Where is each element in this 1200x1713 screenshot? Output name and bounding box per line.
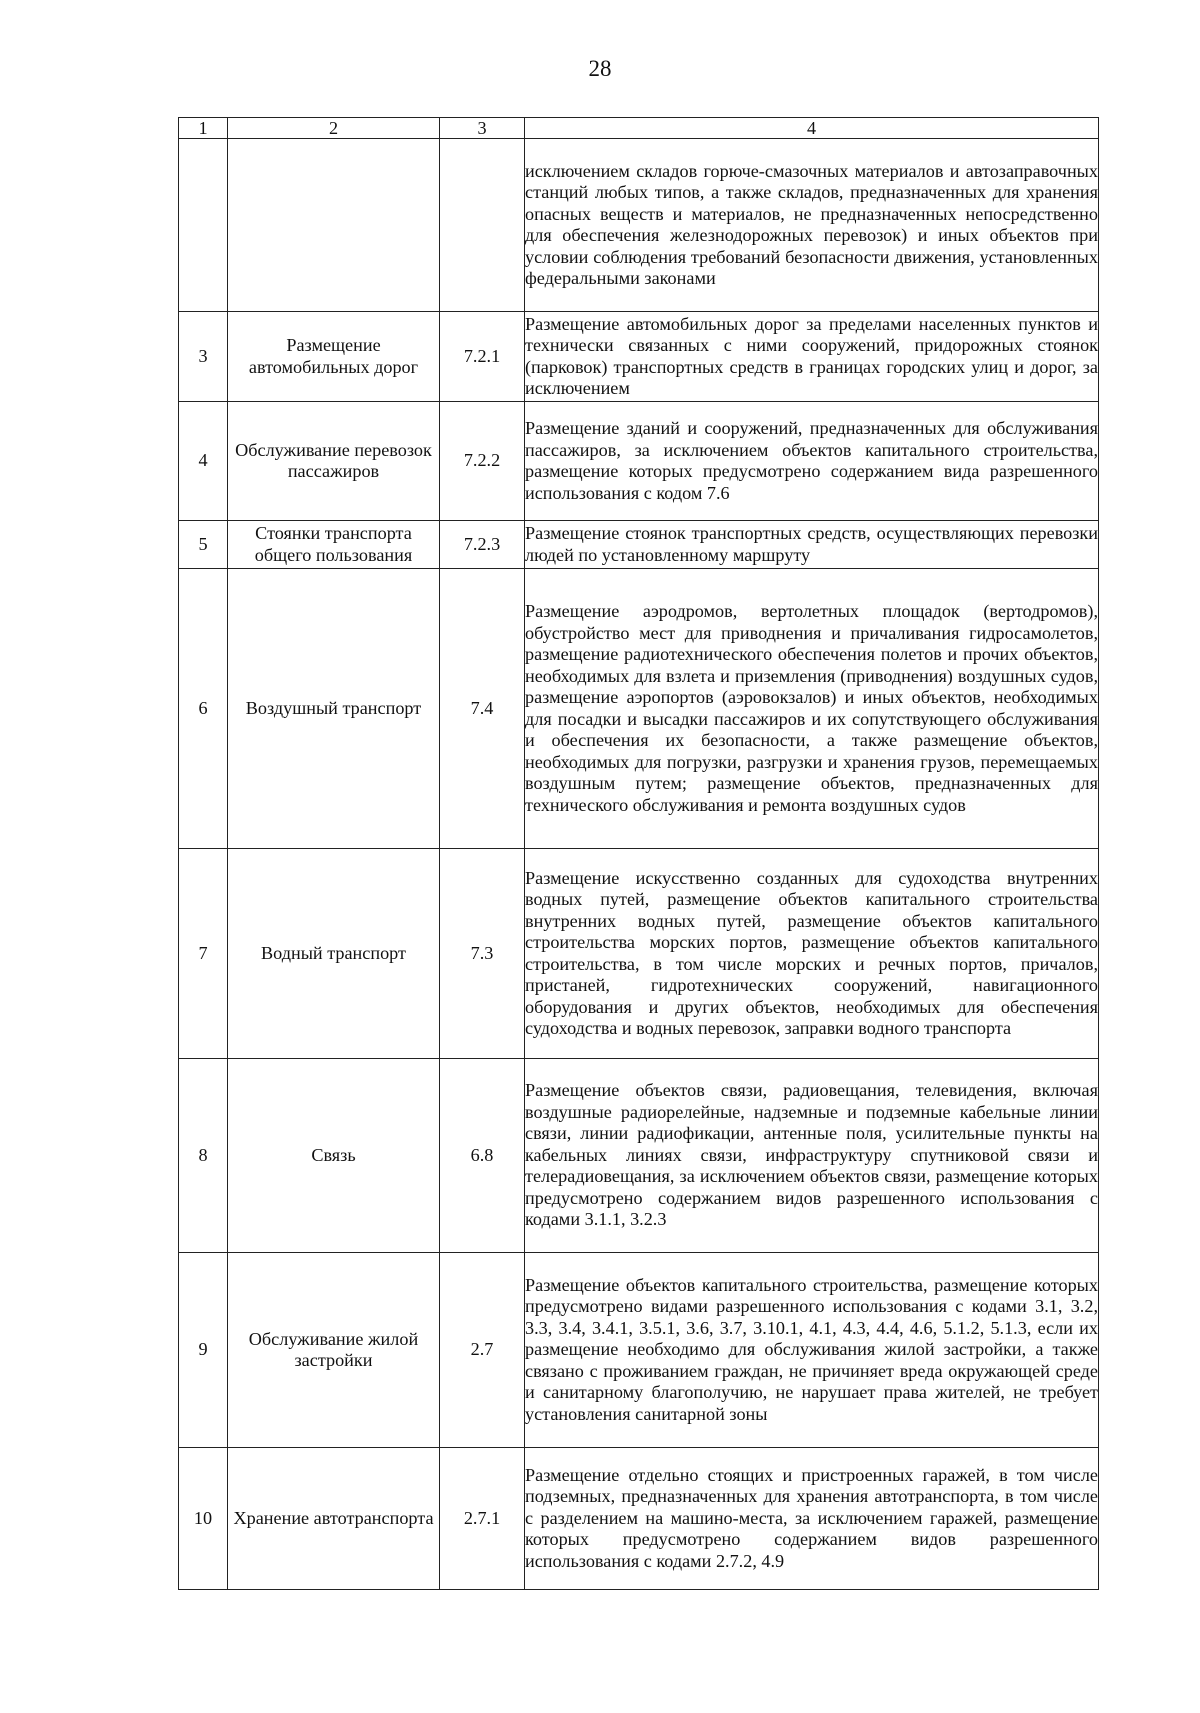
table-row — [179, 139, 1099, 312]
table-row — [179, 402, 1099, 521]
row-description: Размещение объектов связи, радиовещания, телевидения, включая воздушные радиорелейные, надземные и подземные кабельные линии связи, линии радиофикации, антенные поля, усилительные пункты на кабельных линиях связи, инфраструктуру спутниковой связи и телерадиовещания, за исключением объектов связи, размещение которых предусмотрено содержанием видов разрешенного использования с кодами 3.1.1, 3.2.3 — [525, 1059, 1099, 1253]
row-name — [228, 139, 440, 312]
row-name: Воздушный транспорт — [228, 569, 440, 849]
table-row — [179, 1059, 1099, 1253]
row-name: Хранение автотранспорта — [228, 1448, 440, 1590]
header-cell-name: 2 — [228, 118, 440, 139]
row-number: 8 — [179, 1059, 228, 1253]
row-number: 7 — [179, 849, 228, 1059]
table-row — [179, 312, 1099, 402]
row-code: 7.2.2 — [440, 402, 525, 521]
row-description: Размещение объектов капитального строительства, размещение которых предусмотрено видами разрешенного использования с кодами 3.1, 3.2, 3.3, 3.4, 3.4.1, 3.5.1, 3.6, 3.7, 3.10.1, 4.1, 4.3, 4.4, 4.6, 5.1.2, 5.1.3, если их размещение необходимо для обслуживания жилой застройки, а также связано с проживанием граждан, не причиняет вреда окружающей среде и санитарному благополучию, не нарушает права жителей, не требует установления санитарной зоны — [525, 1253, 1099, 1448]
row-name: Стоянки транспорта общего пользования — [228, 521, 440, 569]
row-code: 6.8 — [440, 1059, 525, 1253]
row-description: Размещение отдельно стоящих и пристроенных гаражей, в том числе подземных, предназначенных для хранения автотранспорта, в том числе с разделением на машино-места, за исключением гаражей, размещение которых предусмотрено содержанием видов разрешенного использования с кодами 2.7.2, 4.9 — [525, 1448, 1099, 1590]
row-code: 2.7.1 — [440, 1448, 525, 1590]
row-name: Обслуживание жилой застройки — [228, 1253, 440, 1448]
row-description: Размещение искусственно созданных для судоходства внутренних водных путей, размещение объектов капитального строительства внутренних водных путей, размещение объектов капитального строительства морских портов, размещение объектов капитального строительства, в том числе морских и речных портов, причалов, пристаней, гидротехнических сооружений, навигационного оборудования и других объектов, необходимых для обеспечения судоходства и водных перевозок, заправки водного транспорта — [525, 849, 1099, 1059]
table-row — [179, 849, 1099, 1059]
row-description: Размещение аэродромов, вертолетных площадок (вертодромов), обустройство мест для приводнения и причаливания гидросамолетов, размещение радиотехнического обеспечения полетов и прочих объектов, необходимых для взлета и приземления (приводнения) воздушных судов, размещение аэропортов (аэровокзалов) и иных объектов, необходимых для посадки и высадки пассажиров и их сопутствующего обслуживания и обеспечения их безопасности, а также размещение объектов, необходимых для погрузки, разгрузки и хранения грузов, перемещаемых воздушным путем; размещение объектов, предназначенных для технического обслуживания и ремонта воздушных судов — [525, 569, 1099, 849]
header-cell-code: 3 — [440, 118, 525, 139]
row-description: Размещение автомобильных дорог за пределами населенных пунктов и технически связанных с ними сооружений, придорожных стоянок (парковок) транспортных средств в границах городских улиц и дорог, за исключением — [525, 312, 1099, 402]
row-name: Связь — [228, 1059, 440, 1253]
header-cell-number: 1 — [179, 118, 228, 139]
page-number: 28 — [588, 56, 612, 81]
land-use-table — [178, 117, 1099, 1590]
row-number — [179, 139, 228, 312]
row-code: 7.4 — [440, 569, 525, 849]
row-description: исключением складов горюче-смазочных материалов и автозаправочных станций любых типов, а также складов, предназначенных для хранения опасных веществ и материалов, не предназначенных непосредственно для обеспечения железнодорожных перевозок) и иных объектов при условии соблюдения требований безопасности движения, установленных федеральными законами — [525, 139, 1099, 312]
row-number: 9 — [179, 1253, 228, 1448]
table-header-row — [179, 118, 1099, 139]
row-number: 10 — [179, 1448, 228, 1590]
row-number: 6 — [179, 569, 228, 849]
row-description: Размещение стоянок транспортных средств, осуществляющих перевозки людей по установленному маршруту — [525, 521, 1099, 569]
row-number: 3 — [179, 312, 228, 402]
row-code: 2.7 — [440, 1253, 525, 1448]
table-row — [179, 1253, 1099, 1448]
row-code: 7.2.1 — [440, 312, 525, 402]
header-cell-description: 4 — [525, 118, 1099, 139]
row-number: 4 — [179, 402, 228, 521]
row-number: 5 — [179, 521, 228, 569]
row-name: Обслуживание перевозок пассажиров — [228, 402, 440, 521]
row-name: Водный транспорт — [228, 849, 440, 1059]
table-row — [179, 521, 1099, 569]
row-code: 7.3 — [440, 849, 525, 1059]
table-row — [179, 1448, 1099, 1590]
table-row — [179, 569, 1099, 849]
row-code — [440, 139, 525, 312]
row-description: Размещение зданий и сооружений, предназначенных для обслуживания пассажиров, за исключением объектов капитального строительства, размещение которых предусмотрено содержанием вида разрешенного использования с кодом 7.6 — [525, 402, 1099, 521]
row-name: Размещение автомобильных дорог — [228, 312, 440, 402]
row-code: 7.2.3 — [440, 521, 525, 569]
